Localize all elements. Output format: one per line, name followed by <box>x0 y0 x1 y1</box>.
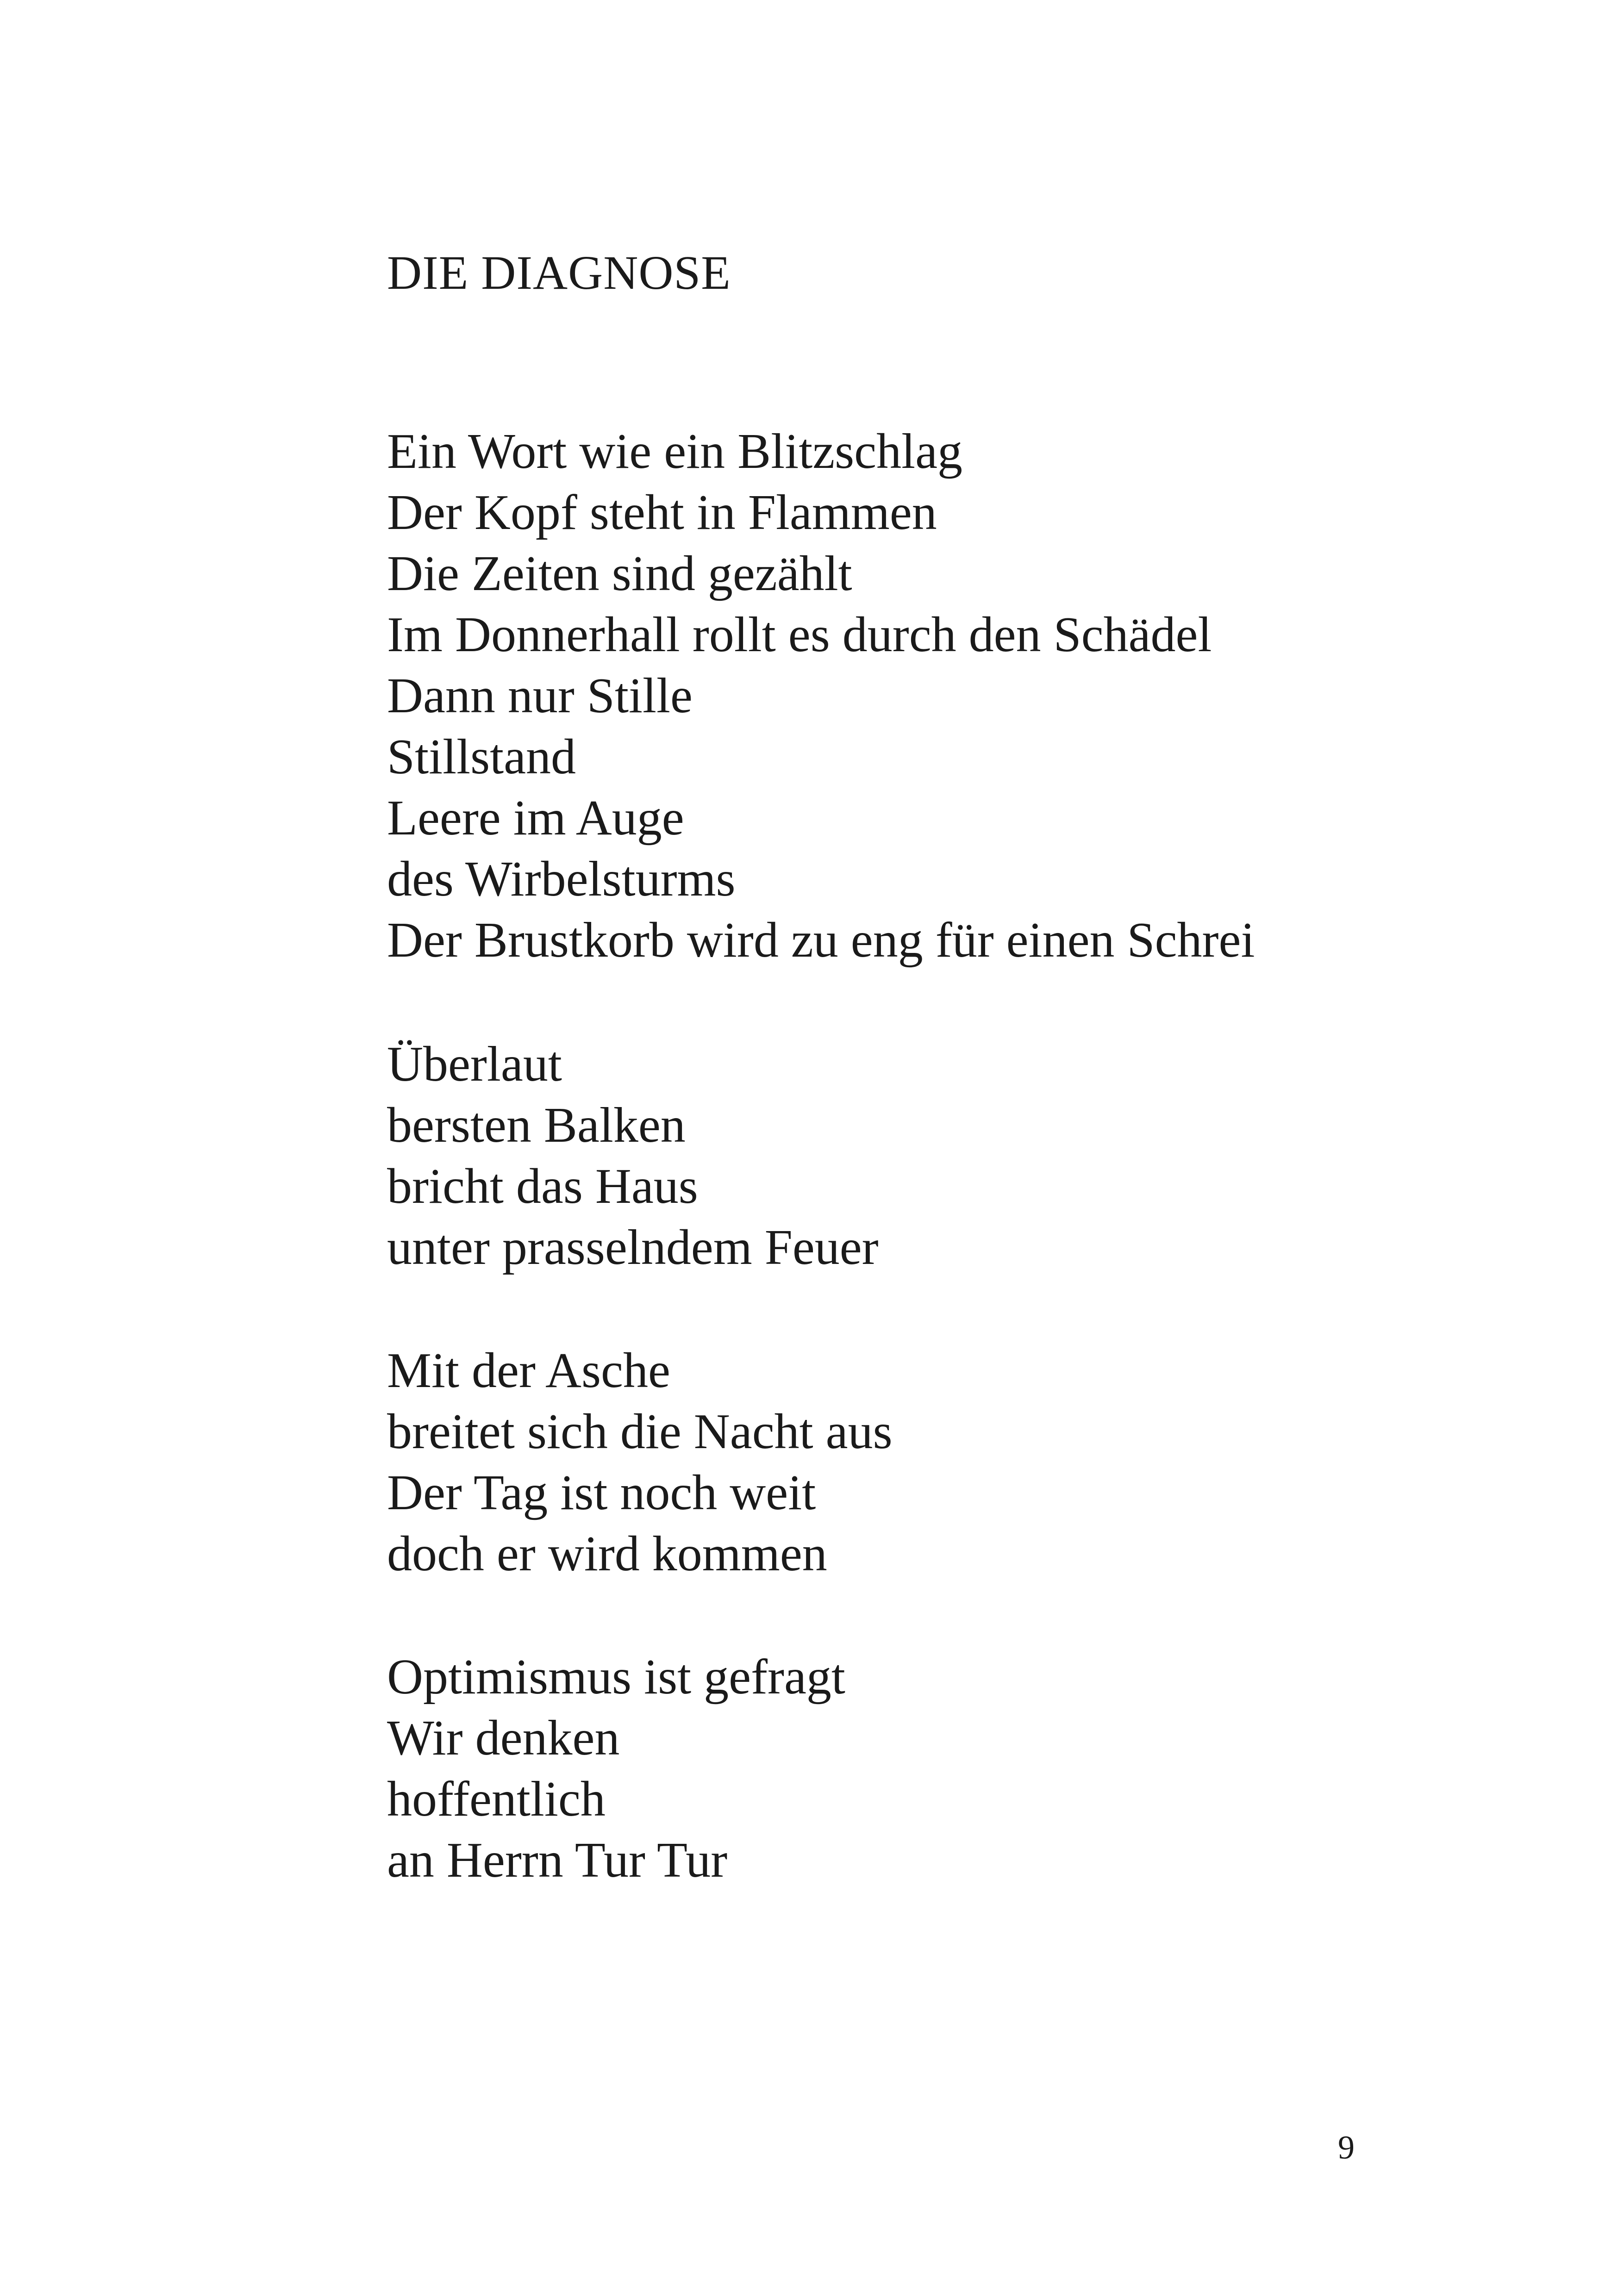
poem-line: bricht das Haus <box>387 1159 698 1214</box>
poem-line: Ein Wort wie ein Blitzschlag <box>387 424 963 479</box>
poem-line: Der Brustkorb wird zu eng für einen Schrei <box>387 913 1255 968</box>
poem-line: Stillstand <box>387 729 576 784</box>
poem-line: Mit der Asche <box>387 1343 670 1398</box>
poem-line: des Wirbelsturms <box>387 852 736 907</box>
poem-line: Im Donnerhall rollt es durch den Schädel <box>387 607 1212 662</box>
poem-line: bersten Balken <box>387 1098 686 1153</box>
stanza-4 <box>387 1647 845 1891</box>
stanza-1 <box>387 421 1255 971</box>
poem-title: DIE DIAGNOSE <box>387 246 731 299</box>
poem-line: unter prasselndem Feuer <box>387 1220 879 1275</box>
poem-line: an Herrn Tur Tur <box>387 1833 728 1888</box>
poem-line: Leere im Auge <box>387 790 684 846</box>
poem-line: Überlaut <box>387 1037 562 1092</box>
poem-line: Dann nur Stille <box>387 668 693 723</box>
poem-line: hoffentlich <box>387 1772 606 1827</box>
poem-line: Der Kopf steht in Flammen <box>387 485 937 540</box>
poem-line: Optimismus ist gefragt <box>387 1649 845 1705</box>
poem-line: Wir denken <box>387 1711 620 1766</box>
stanza-3 <box>387 1340 893 1585</box>
poem-line: breitet sich die Nacht aus <box>387 1404 893 1459</box>
poem-line: Die Zeiten sind gezählt <box>387 546 852 601</box>
page-number: 9 <box>1338 2129 1355 2166</box>
stanza-2 <box>387 1034 879 1278</box>
poem-line: Der Tag ist noch weit <box>387 1465 816 1520</box>
poem-line: doch er wird kommen <box>387 1526 827 1581</box>
